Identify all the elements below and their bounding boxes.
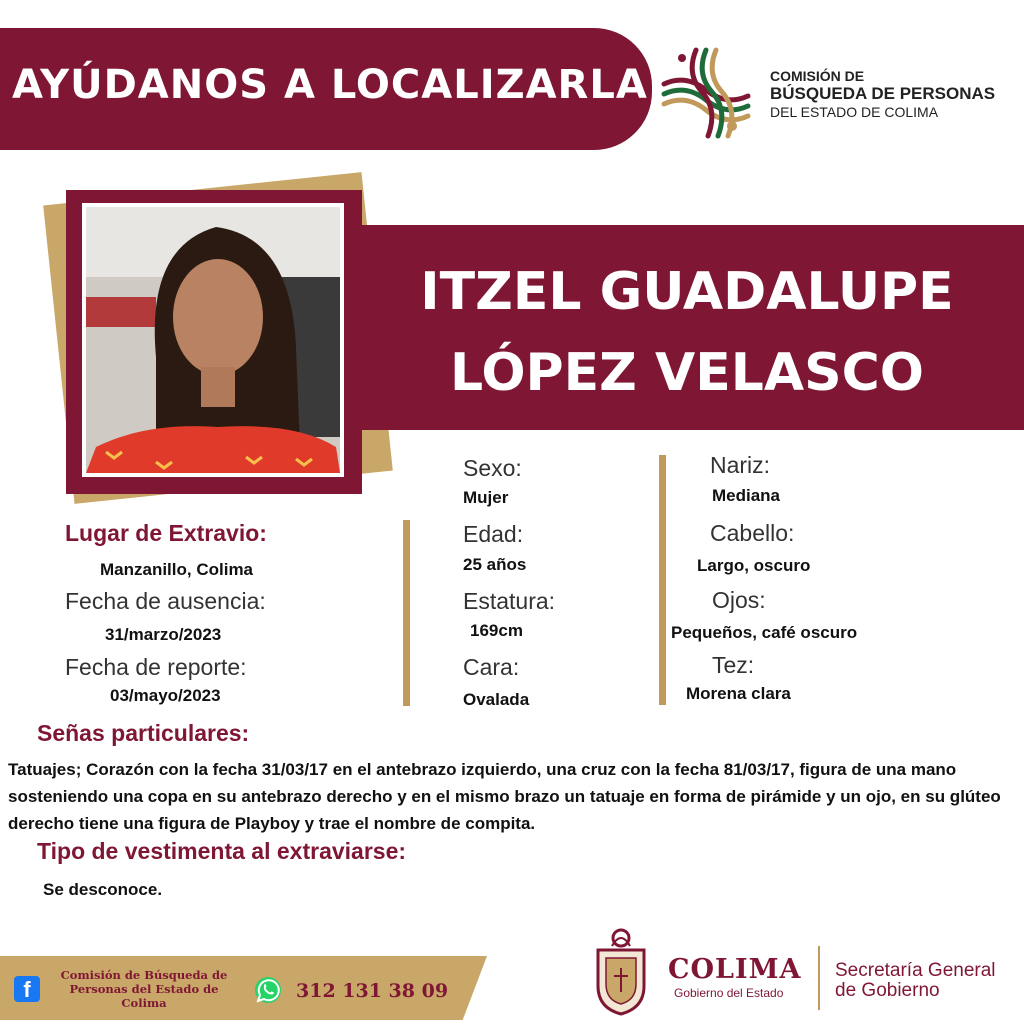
lugar-label: Lugar de Extravio: <box>65 520 267 546</box>
divider-bar-left <box>403 520 410 706</box>
person-name-line-1: ITZEL GUADALUPE <box>420 262 954 322</box>
edad-value: 25 años <box>463 555 527 574</box>
footer-org-line-3: Colima <box>121 996 167 1010</box>
cabello-value: Largo, oscuro <box>697 556 811 575</box>
tez-label: Tez: <box>712 652 755 678</box>
colima-subtitle: Gobierno del Estado <box>674 986 784 1000</box>
footer-org-name <box>44 968 244 1010</box>
footer-org-line-2: Personas del Estado de <box>69 982 219 996</box>
tez-value: Morena clara <box>686 684 791 703</box>
secretaria-line-2: de Gobierno <box>835 980 940 1001</box>
estatura-value: 169cm <box>470 621 523 640</box>
nariz-label: Nariz: <box>710 452 771 478</box>
facebook-icon[interactable]: f <box>14 976 40 1002</box>
ausencia-value: 31/marzo/2023 <box>105 625 222 644</box>
ojos-label: Ojos: <box>712 587 766 613</box>
sexo-label: Sexo: <box>463 455 522 481</box>
cabello-label: Cabello: <box>710 520 795 546</box>
cara-value: Ovalada <box>463 690 530 709</box>
footer-divider <box>818 946 820 1010</box>
estatura-label: Estatura: <box>463 588 556 614</box>
commission-logo-icon <box>656 44 756 140</box>
ausencia-label: Fecha de ausencia: <box>65 588 266 614</box>
page-title: AYÚDANOS A LOCALIZARLA <box>12 62 648 108</box>
colima-shield-icon <box>586 926 656 1016</box>
org-line-2: BÚSQUEDA DE PERSONAS <box>770 84 996 104</box>
reporte-label: Fecha de reporte: <box>65 654 247 680</box>
colima-wordmark: COLIMA <box>668 954 802 985</box>
sexo-value: Mujer <box>463 488 509 507</box>
commission-name <box>770 68 995 120</box>
reporte-value: 03/mayo/2023 <box>110 686 221 705</box>
phone-number[interactable]: 312 131 38 09 <box>296 980 449 1002</box>
ojos-value: Pequeños, café oscuro <box>671 623 858 642</box>
nariz-value: Mediana <box>712 486 781 505</box>
org-line-3: DEL ESTADO DE COLIMA <box>770 103 939 120</box>
lugar-value: Manzanillo, Colima <box>100 560 254 579</box>
senas-text: Tatuajes; Corazón con la fecha 31/03/17 en el antebrazo izquierdo, una cruz con la fecha 81/03/17, figura de una mano sosteniendo una copa en su antebrazo derecho y en el mismo brazo un tatuaje en forma de pirámide y un ojo, en su glúteo derecho tiene una figura de Playboy y trae el nombre de compita. <box>8 760 1001 833</box>
senas-label: Señas particulares: <box>37 720 250 746</box>
vestimenta-value: Se desconoce. <box>43 880 163 899</box>
divider-bar-right <box>659 455 666 705</box>
person-name-line-2: LÓPEZ VELASCO <box>450 343 924 403</box>
edad-label: Edad: <box>463 521 524 547</box>
whatsapp-icon[interactable] <box>254 976 282 1004</box>
footer-org-line-1: Comisión de Búsqueda de <box>60 968 228 982</box>
secretaria-line-1: Secretaría General <box>835 960 996 981</box>
missing-person-photo <box>82 203 344 477</box>
vestimenta-label: Tipo de vestimenta al extraviarse: <box>37 838 407 864</box>
cara-label: Cara: <box>463 654 520 680</box>
org-line-1: COMISIÓN DE <box>770 68 865 84</box>
